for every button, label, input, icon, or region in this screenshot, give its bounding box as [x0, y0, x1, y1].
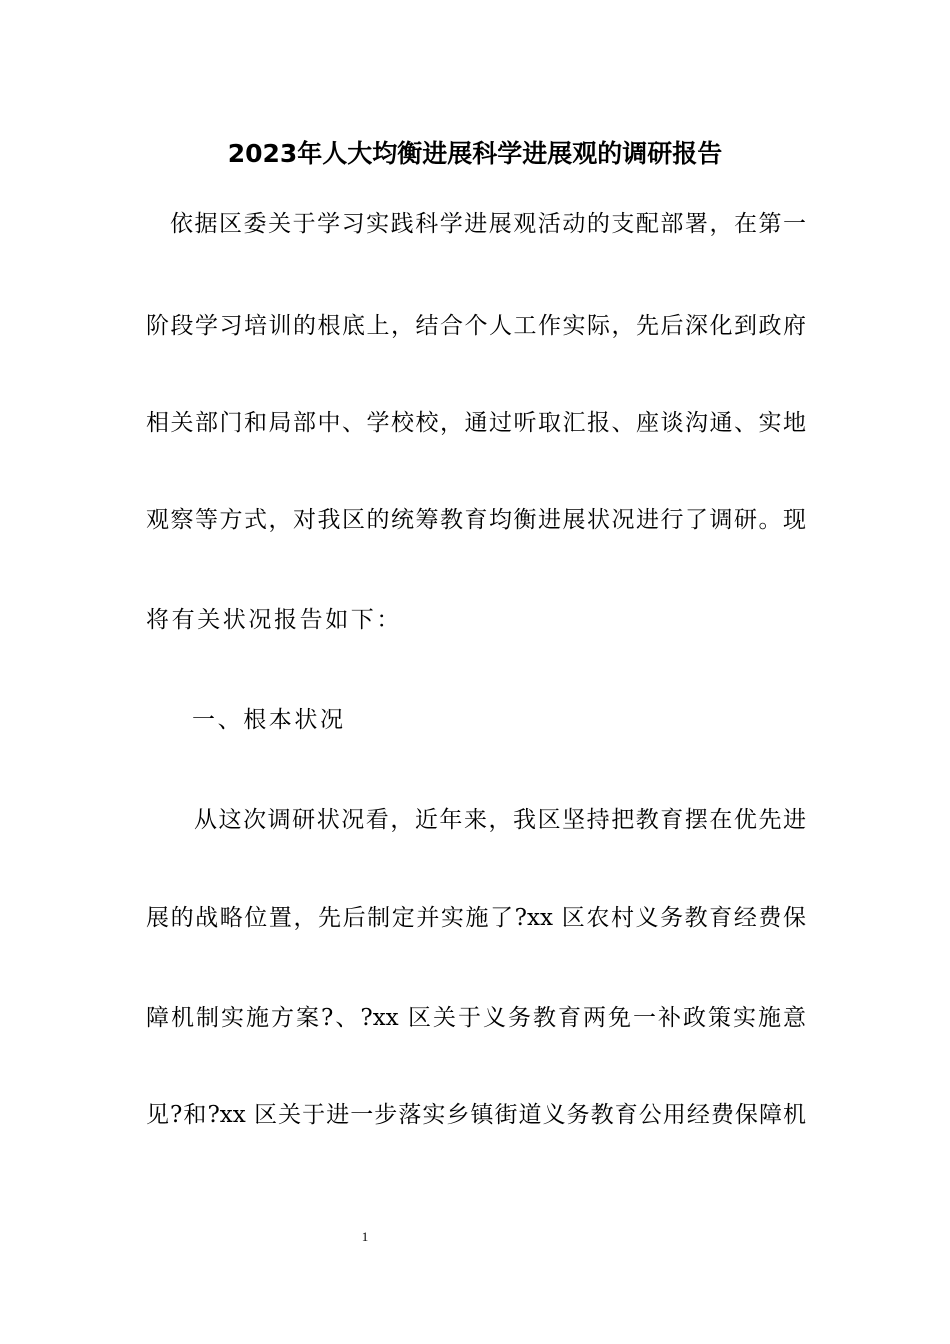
paragraph-line-3: 相关部门和局部中、学校校，通过听取汇报、座谈沟通、实地 [146, 410, 806, 436]
paragraph-line-9: 见?和?xx 区关于进一步落实乡镇街道义务教育公用经费保障机 [146, 1102, 806, 1128]
paragraph-line-5: 将有关状况报告如下： [146, 607, 402, 633]
paragraph-line-8: 障机制实施方案?、?xx 区关于义务教育两免一补政策实施意 [146, 1005, 806, 1031]
paragraph-line-4: 观察等方式，对我区的统筹教育均衡进展状况进行了调研。现 [146, 507, 806, 533]
paragraph-line-1: 依据区委关于学习实践科学进展观活动的支配部署，在第一 [170, 211, 806, 237]
paragraph-line-7: 展的战略位置，先后制定并实施了?xx 区农村义务教育经费保 [146, 905, 806, 931]
paragraph-line-6: 从这次调研状况看，近年来，我区坚持把教育摆在优先进 [194, 807, 806, 833]
page-number: 1 [361, 1229, 369, 1244]
paragraph-line-2: 阶段学习培训的根底上，结合个人工作实际，先后深化到政府 [146, 313, 806, 339]
section-heading: 一、根本状况 [192, 707, 346, 733]
document-title: 2023年人大均衡进展科学进展观的调研报告 [227, 139, 723, 168]
